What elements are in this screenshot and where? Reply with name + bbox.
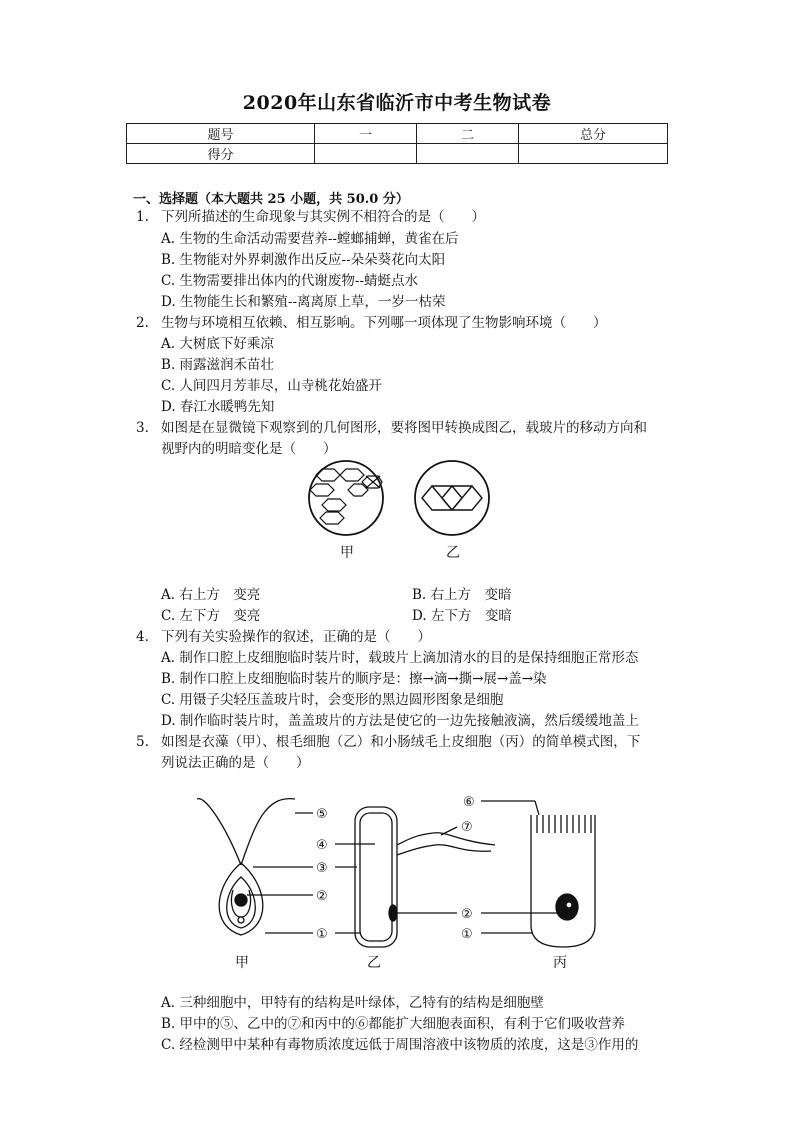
question-number: 3. <box>136 420 149 436</box>
marker-6: ⑥ <box>463 795 475 810</box>
section-title: 一、选择题（本大题共 25 小题，共 50.0 分） <box>133 192 409 207</box>
question-number: 4. <box>136 629 149 645</box>
marker-2: ② <box>461 907 473 922</box>
option-c: C. 人间四月芳菲尽，山寺桃花始盛开 <box>161 378 382 394</box>
score-header-cell: 一 <box>315 124 417 144</box>
score-cell[interactable] <box>417 144 519 164</box>
marker-4: ④ <box>316 838 328 853</box>
score-cell[interactable] <box>315 144 417 164</box>
option-c: C. 左下方 变亮 <box>161 608 261 624</box>
question-number: 5. <box>136 734 149 750</box>
question-stem: 下列有关实验操作的叙述，正确的是（ ） <box>161 629 431 645</box>
page-title: 2020年山东省临沂市中考生物试卷 <box>242 92 552 114</box>
hexagon-grid-yi <box>422 486 482 510</box>
option-b: B. 制作口腔上皮细胞临时装片的顺序是：擦→滴→撕→展→盖→染 <box>161 671 547 687</box>
option-d: D. 生物能生长和繁殖--离离原上草，一岁一枯荣 <box>161 294 446 310</box>
cell-diagram-figure <box>195 785 615 975</box>
question-stem: 下列所描述的生命现象与其实例不相符合的是（ ） <box>161 209 485 225</box>
figure-label-yi: 乙 <box>367 955 381 971</box>
option-a: A. 制作口腔上皮细胞临时装片时，载玻片上滴加清水的目的是保持细胞正常形态 <box>161 650 639 666</box>
option-c: C. 用镊子尖轻压盖玻片时，会变形的黑边圆形图象是细胞 <box>161 692 504 708</box>
score-row-label: 得分 <box>127 144 315 164</box>
option-c: C. 经检测甲中某种有毒物质浓度远低于周围溶液中该物质的浓度，这是③作用的 <box>161 1037 639 1053</box>
question-stem: 如图是在显微镜下观察到的几何图形，要将图甲转换成图乙，载玻片的移动方向和 <box>161 420 647 436</box>
score-table-row <box>127 144 668 164</box>
question-stem-cont: 列说法正确的是（ ） <box>161 755 310 771</box>
option-c: C. 生物需要排出体内的代谢废物--蜻蜓点水 <box>161 273 419 289</box>
chlamydomonas-cell <box>197 799 313 935</box>
figure-label-jia: 甲 <box>340 545 354 561</box>
option-b: B. 雨露滋润禾苗壮 <box>161 357 275 373</box>
option-a: A. 大树底下好乘凉 <box>161 336 274 352</box>
score-header-cell: 二 <box>417 124 519 144</box>
field-of-view-yi <box>415 461 489 535</box>
marker-3: ③ <box>316 861 328 876</box>
marker-1: ① <box>461 927 473 942</box>
question-stem: 如图是衣藻（甲）、根毛细胞（乙）和小肠绒毛上皮细胞（丙）的简单模式图，下 <box>161 734 641 750</box>
figure-label-bing: 丙 <box>553 955 567 971</box>
question-stem: 生物与环境相互依赖、相互影响。下列哪一项体现了生物影响环境（ ） <box>161 315 607 331</box>
marker-1: ① <box>316 927 328 942</box>
option-b: B. 生物能对外界刺激作出反应--朵朵葵花向太阳 <box>161 252 446 268</box>
option-d: D. 左下方 变暗 <box>412 608 512 624</box>
hexagon-grid-jia <box>310 469 382 524</box>
marker-2: ② <box>316 889 328 904</box>
intestinal-epithelial-cell <box>481 801 595 947</box>
score-header-cell: 题号 <box>127 124 315 144</box>
score-table-header-row <box>127 124 668 144</box>
microscope-figure <box>300 460 500 565</box>
score-cell[interactable] <box>519 144 668 164</box>
field-of-view-jia <box>309 461 383 535</box>
question-number: 2. <box>136 315 149 331</box>
option-b: B. 甲中的⑤、乙中的⑦和丙中的⑥都能扩大细胞表面积，有利于它们吸收营养 <box>161 1016 626 1032</box>
option-a: A. 三种细胞中，甲特有的结构是叶绿体，乙特有的结构是细胞壁 <box>161 995 544 1011</box>
marker-5: ⑤ <box>316 807 328 822</box>
option-b: B. 右上方 变暗 <box>412 587 512 603</box>
option-a: A. 右上方 变亮 <box>161 587 261 603</box>
question-stem-cont: 视野内的明暗变化是（ ） <box>161 441 337 457</box>
question-number: 1. <box>136 209 149 225</box>
score-header-cell: 总分 <box>519 124 668 144</box>
option-d: D. 制作临时装片时，盖盖玻片的方法是使它的一边先接触液滴，然后缓缓地盖上 <box>161 713 639 729</box>
marker-7: ⑦ <box>461 820 473 835</box>
option-d: D. 春江水暖鸭先知 <box>161 399 275 415</box>
figure-label-yi: 乙 <box>446 545 460 561</box>
option-a: A. 生物的生命活动需要营养--螳螂捕蝉，黄雀在后 <box>161 231 459 247</box>
figure-label-jia: 甲 <box>235 955 249 971</box>
score-table <box>126 123 668 164</box>
